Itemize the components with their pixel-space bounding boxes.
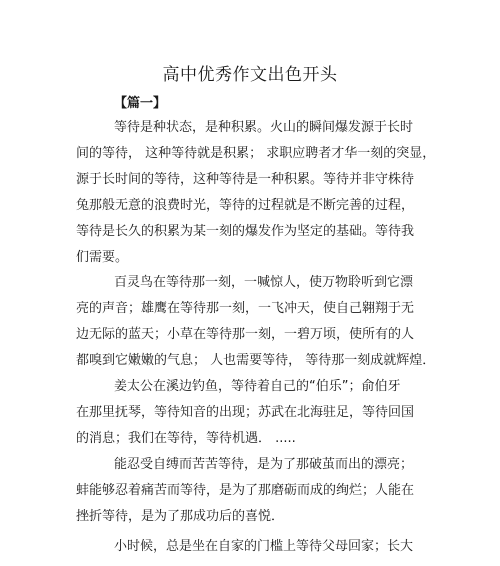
paragraph-line: 源于长时间的等待，这种等待是一种积累。等待并非守株待 bbox=[76, 172, 415, 187]
document-title: 高中优秀作文出色开头 bbox=[162, 65, 338, 85]
paragraph-line: 蚌能够忍着痛苦而等待，是为了那磨砺而成的绚烂；人能在 bbox=[76, 483, 415, 498]
paragraph-line: 间的等待， 这种等待就是积累； 求职应聘者才华一刻的突显， bbox=[76, 146, 436, 161]
paragraph-line: 们需要。 bbox=[76, 250, 129, 265]
paragraph-line: 姜太公在溪边钓鱼，等待着自己的“伯乐”；俞伯牙 bbox=[114, 379, 401, 394]
section-label: 【篇一】 bbox=[114, 96, 167, 111]
paragraph-line: 等待是种状态，是种积累。火山的瞬间爆发源于长时 bbox=[114, 120, 414, 135]
paragraph-line: 百灵鸟在等待那一刻，一喊惊人，使万物聆听到它漂 bbox=[114, 275, 414, 290]
paragraph-line: 等待是长久的积累为某一刻的爆发作为坚定的基础。等待我 bbox=[76, 224, 415, 239]
paragraph-line: 的消息；我们在等待，等待机遇． ..... bbox=[76, 431, 296, 446]
paragraph-line: 亮的声音；雄鹰在等待那一刻，一飞冲天，使自己翱翔于无 bbox=[76, 301, 415, 316]
paragraph-line: 挫折等待，是为了那成功后的喜悦． bbox=[76, 509, 285, 524]
paragraph-line: 兔那般无意的浪费时光，等待的过程就是不断完善的过程， bbox=[76, 198, 415, 213]
paragraph-line: 都嗅到它嫩嫩的气息； 人也需要等待， 等待那一刻成就辉煌． bbox=[76, 353, 436, 368]
paragraph-line: 边无际的蓝天；小草在等待那一刻，一碧万顷，使所有的人 bbox=[76, 327, 415, 342]
paragraph-line: 在那里抚琴，等待知音的出现；苏武在北海驻足，等待回国 bbox=[76, 405, 415, 420]
paragraph-line: 能忍受自缚而苦苦等待，是为了那破茧而出的漂亮； bbox=[114, 457, 414, 472]
paragraph-line: 小时候，总是坐在自家的门槛上等待父母回家；长大 bbox=[114, 539, 414, 554]
